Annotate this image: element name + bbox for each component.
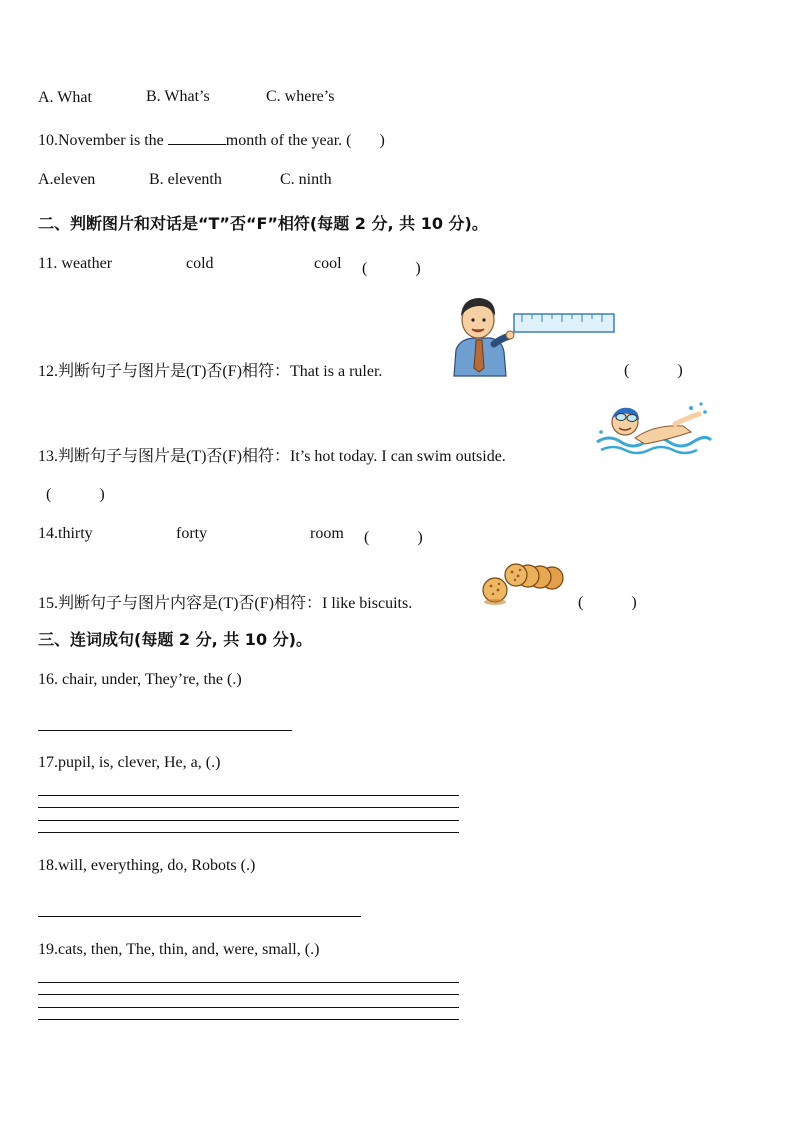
q14-word-forty: forty bbox=[176, 525, 208, 542]
q17-answer-line-4[interactable] bbox=[38, 832, 459, 833]
q11-num: 11. weather bbox=[38, 255, 113, 272]
q11-answer-paren[interactable]: ( ) bbox=[362, 260, 421, 277]
q14-word-room: room bbox=[310, 525, 344, 542]
q10-text-after: month of the year. ( bbox=[225, 132, 352, 149]
q16-text: 16. chair, under, They’re, the (.) bbox=[38, 671, 242, 688]
q12-answer-paren[interactable]: ( ) bbox=[624, 362, 683, 379]
q19-answer-line-3[interactable] bbox=[38, 1007, 459, 1008]
q10-option-a: A.eleven bbox=[38, 171, 96, 188]
q16-answer-line[interactable] bbox=[38, 730, 292, 731]
q17-answer-line-1[interactable] bbox=[38, 795, 459, 796]
q19-text: 19.cats, then, The, thin, and, were, small, (.) bbox=[38, 941, 320, 958]
section3-heading: 三、连词成句(每题 2 分, 共 10 分)。 bbox=[38, 630, 312, 649]
q18-text: 18.will, everything, do, Robots (.) bbox=[38, 857, 256, 874]
q11-word-cold: cold bbox=[186, 255, 214, 272]
q19-answer-line-1[interactable] bbox=[38, 982, 459, 983]
q9-options bbox=[38, 88, 92, 108]
q14-num: 14.thirty bbox=[38, 525, 93, 542]
q14-answer-paren[interactable]: ( ) bbox=[364, 529, 423, 546]
q17-text: 17.pupil, is, clever, He, a, (.) bbox=[38, 754, 221, 771]
q9-option-a: A. What bbox=[38, 89, 92, 106]
q10-close-paren: ) bbox=[379, 132, 385, 149]
q18-answer-line[interactable] bbox=[38, 916, 361, 917]
swimming-boy-icon bbox=[595, 398, 713, 456]
q15-text: 15.判断句子与图片内容是(T)否(F)相符：I like biscuits. bbox=[38, 595, 413, 612]
q17-answer-line-3[interactable] bbox=[38, 820, 459, 821]
q10-option-c: C. ninth bbox=[280, 171, 332, 188]
q10-text-before: 10.November is the bbox=[38, 132, 168, 149]
section2-heading: 二、判断图片和对话是“T”否“F”相符(每题 2 分, 共 10 分)。 bbox=[38, 214, 488, 233]
q12-text: 12.判断句子与图片是(T)否(F)相符：That is a ruler. bbox=[38, 363, 383, 380]
q17-answer-line-2[interactable] bbox=[38, 807, 459, 808]
q9-option-c: C. where’s bbox=[266, 88, 335, 105]
q10-question bbox=[38, 130, 385, 151]
q19-answer-line-4[interactable] bbox=[38, 1019, 459, 1020]
q9-option-b: B. What’s bbox=[146, 88, 210, 105]
q19-answer-line-2[interactable] bbox=[38, 994, 459, 995]
q11-word-cool: cool bbox=[314, 255, 342, 272]
q15-answer-paren[interactable]: ( ) bbox=[578, 594, 637, 611]
q10-option-b: B. eleventh bbox=[149, 171, 222, 188]
q13-text: 13.判断句子与图片是(T)否(F)相符：It’s hot today. I can swim outside. bbox=[38, 448, 506, 465]
teacher-with-ruler-icon bbox=[446, 292, 618, 376]
q13-answer-paren[interactable]: ( ) bbox=[46, 486, 105, 503]
biscuits-icon bbox=[482, 562, 566, 606]
q10-answer-blank[interactable] bbox=[168, 130, 226, 145]
